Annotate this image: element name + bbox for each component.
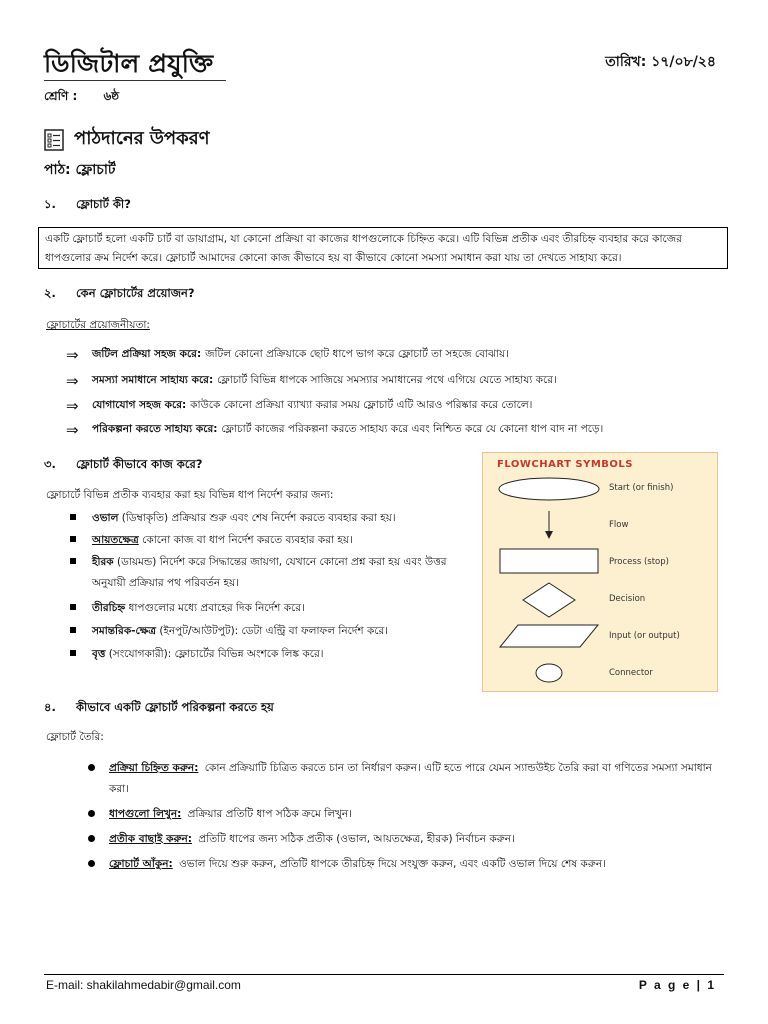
footer-email: E-mail: shakilahmedabir@gmail.com [46, 978, 241, 992]
question-1-number: ১. [44, 197, 56, 211]
question-2 [44, 285, 195, 304]
question-4-title: কীভাবে একটি ফ্লোচার্ট পরিকল্পনা করতে হয় [76, 700, 274, 714]
arrow-right-icon: ⇒ [66, 421, 79, 439]
symbol-item-text: (ডিম্বাকৃতি) প্রক্রিয়ার শুরু এবং শেষ নির্দেশ করতে ব্যবহার করা হয়। [121, 512, 396, 524]
question-4 [44, 699, 274, 718]
arrow-right-icon: ⇒ [66, 397, 79, 415]
symbol-item [70, 552, 452, 594]
class-row [44, 88, 119, 108]
document-title: ডিজিটাল প্রযুক্তি [44, 49, 214, 78]
bullet-dot-icon [88, 764, 95, 771]
process-symbol [500, 549, 598, 573]
flowchart-label-input-output: Input (or output) [609, 631, 680, 641]
plan-step [88, 854, 719, 875]
oval-symbol [499, 478, 599, 500]
flowchart-label-flow: Flow [609, 520, 629, 530]
need-item [66, 397, 532, 415]
question-3-intro: ফ্লোচার্টে বিভিন্ন প্রতীক ব্যবহার করা হয় বিভিন্ন ধাপ নির্দেশ করার জন্য: [46, 489, 334, 501]
question-4-intro: ফ্লোচার্ট তৈরি: [46, 731, 104, 743]
square-bullet-icon [70, 650, 76, 656]
plan-step-bold: ধাপগুলো লিখুন: [109, 808, 182, 820]
symbol-item-text: ধাপগুলোর মধ্যে প্রবাহের দিক নির্দেশ করে। [128, 602, 305, 614]
footer-rule [44, 974, 724, 975]
question-3-title: ফ্লোচার্ট কীভাবে কাজ করে? [76, 457, 203, 471]
symbol-item-bold: আয়তক্ষেত্র [92, 534, 139, 546]
question-3 [44, 456, 202, 475]
plan-step [88, 829, 719, 850]
symbol-item-bold: বৃত্ত [92, 648, 106, 660]
plan-step [88, 758, 719, 800]
symbol-item-bold: হীরক [92, 556, 114, 568]
question-1 [44, 196, 131, 215]
checklist-icon [44, 129, 64, 151]
plan-step-bold: ফ্লোচার্ট আঁকুন: [109, 858, 173, 870]
plan-step-text: প্রক্রিয়ার প্রতিটি ধাপ সঠিক ক্রমে লিখুন। [187, 808, 352, 820]
need-item-bold: পরিকল্পনা করতে সাহায্য করে: [92, 422, 218, 435]
question-4-number: ৪. [44, 700, 56, 714]
flow-arrow-head [545, 531, 553, 539]
plan-step-bold: প্রক্রিয়া চিহ্নিত করুন: [109, 762, 199, 774]
class-value: ৬ষ্ঠ [103, 89, 120, 103]
need-item-bold: সমস্যা সমাধানে সাহায্য করে: [92, 373, 214, 386]
plan-step-bold: প্রতীক বাছাই করুন: [109, 833, 193, 845]
input-output-symbol [500, 625, 598, 647]
question-2-title: কেন ফ্লোচার্টের প্রয়োজন? [76, 286, 195, 300]
need-item-bold: জটিল প্রক্রিয়া সহজ করে: [92, 347, 202, 360]
need-item [66, 372, 557, 390]
answer-1-box: একটি ফ্লোচার্ট হলো একটি চার্ট বা ডায়াগ্রাম, যা কোনো প্রক্রিয়া বা কাজের ধাপগুলোকে চিহ্নিত করে। এটি বিভিন্ন প্রতীক এবং তীরচিহ্ন ব্যবহার করে কাজের ধাপগুলোর ক্রম নির্দেশ করে। ফ্লোচার্ট আমাদের কোনো কাজ কীভাবে হয় বা কীভাবে কোনো সমস্যা সমাধান করা যায় তা দেখতে সাহায্য করে। [38, 227, 728, 269]
flowchart-label-decision: Decision [609, 594, 646, 604]
connector-symbol [536, 664, 562, 682]
need-item-text: জটিল কোনো প্রক্রিয়াকে ছোট ধাপে ভাগ করে ফ্লোচার্ট তা সহজে বোঝায়। [205, 347, 509, 360]
plan-step-text: ওভাল দিয়ে শুরু করুন, প্রতিটি ধাপকে তীরচিহ্ন দিয়ে সংযুক্ত করুন, এবং একটি ওভাল দিয়ে শেষ করুন। [179, 858, 606, 870]
bullet-dot-icon [88, 835, 95, 842]
symbol-item [70, 530, 452, 551]
need-item-text: কাউকে কোনো প্রক্রিয়া ব্যাখ্যা করার সময় ফ্লোচার্ট এটি আরও পরিষ্কার করে তোলে। [190, 398, 533, 411]
decision-symbol [523, 583, 575, 617]
flowchart-label-process: Process (stop) [609, 557, 669, 567]
date-label: তারিখ: ১৭/০৮/২৪ [605, 54, 716, 70]
symbol-item [70, 598, 452, 619]
square-bullet-icon [70, 514, 76, 520]
question-2-subheading: ফ্লোচার্টের প্রয়োজনীয়তা: [46, 319, 150, 331]
symbol-item [70, 508, 452, 529]
flowchart-label-connector: Connector [609, 668, 653, 678]
square-bullet-icon [70, 536, 76, 542]
symbol-item [70, 621, 452, 642]
lesson-title: পাঠ: ফ্লোচার্ট [44, 162, 116, 178]
square-bullet-icon [70, 558, 76, 564]
question-1-title: ফ্লোচার্ট কী? [76, 197, 131, 211]
section-title: পাঠদানের উপকরণ [74, 128, 210, 149]
flowchart-symbols-drawing [483, 453, 717, 691]
bullet-dot-icon [88, 810, 95, 817]
arrow-right-icon: ⇒ [66, 372, 79, 390]
flowchart-label-start: Start (or finish) [609, 483, 674, 493]
flowchart-symbols-figure [482, 452, 718, 692]
title-underline [44, 80, 226, 81]
need-item [66, 346, 509, 364]
footer-page-number: P a g e | 1 [638, 978, 716, 992]
question-2-number: ২. [44, 286, 56, 300]
need-item-text: ফ্লোচার্ট কাজের পরিকল্পনা করতে সাহায্য করে এবং নিশ্চিত করে যে কোনো ধাপ বাদ না পড়ে। [221, 422, 604, 435]
symbol-item-bold: ওভাল [92, 512, 119, 524]
symbol-item-text: (ডায়মন্ড) নির্দেশ করে সিদ্ধান্তের জায়গা, যেখানে কোনো প্রশ্ন করা হয় এবং উত্তর অনুযায়ী প্রক্রিয়ার পথ পরিবর্তন হয়। [92, 556, 447, 589]
square-bullet-icon [70, 627, 76, 633]
flowchart-symbols-title: FLOWCHART SYMBOLS [497, 459, 633, 470]
symbol-item-bold: সমান্তরিক-ক্ষেত্র [92, 625, 157, 637]
square-bullet-icon [70, 604, 76, 610]
question-3-number: ৩. [44, 457, 56, 471]
symbol-item-text: (ইনপুট/আউটপুট): ডেটা এন্ট্রি বা ফলাফল নির্দেশ করে। [159, 625, 389, 637]
plan-step-text: কোন প্রক্রিয়াটি চিত্রিত করতে চান তা নির্ধারণ করুন। এটি হতে পারে যেমন স্যান্ডউইচ তৈরি করা বা গণিতের সমস্যা সমাধান করা। [109, 762, 712, 795]
symbol-item [70, 644, 452, 665]
plan-step [88, 804, 719, 825]
need-item-bold: যোগাযোগ সহজ করে: [92, 398, 187, 411]
symbol-item-text: (সংযোগকারী): ফ্লোচার্টের বিভিন্ন অংশকে লিঙ্ক করে। [108, 648, 324, 660]
need-item-text: ফ্লোচার্ট বিভিন্ন ধাপকে সাজিয়ে সমস্যার সমাধানের পথে এগিয়ে যেতে সাহায্য করে। [217, 373, 557, 386]
bullet-dot-icon [88, 860, 95, 867]
symbol-item-text: কোনো কাজ বা ধাপ নির্দেশ করতে ব্যবহার করা হয়। [142, 534, 353, 546]
section-heading [44, 124, 210, 155]
arrow-right-icon: ⇒ [66, 346, 79, 364]
need-item [66, 421, 603, 439]
class-label: শ্রেণি : [44, 89, 78, 103]
symbol-item-bold: তীরচিহ্ন [92, 602, 126, 614]
plan-step-text: প্রতিটি ধাপের জন্য সঠিক প্রতীক (ওভাল, আয়তক্ষেত্র, হীরক) নির্বাচন করুন। [198, 833, 515, 845]
